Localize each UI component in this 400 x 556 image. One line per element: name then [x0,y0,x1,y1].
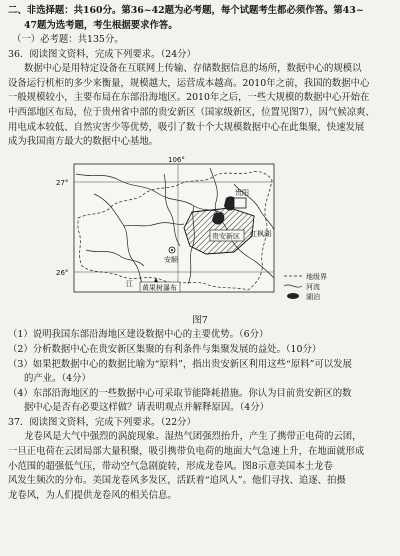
section-header-line1: 二、非选择题：共160分。第36~42题为必考题，每个试题考生都必须作答。第43~ [8,5,364,16]
q36-para-line: 数据中心是用特定设备在互联网上传输、存储数据信息的场所，数据中心的规模以 [24,63,362,75]
q36-para-line: 设备运行机柜的多少来衡量，规模越大，运营成本越高。2010年之前，我国的数据中心 [8,77,370,89]
legend-river-label: 河流 [306,282,320,291]
anshun-label: 安顺 [164,255,178,264]
q37-para-line: 龙卷风，为人们提供龙卷风的相关信息。 [8,489,177,501]
q36-para-line: 中西部地区布局，位于贵州省中部的贵安新区（国家级新区，位置见图7），因气候凉爽、 [8,107,375,119]
figure-7-caption: 图7 [192,314,208,326]
map-legend [284,272,327,301]
guian-label: 贵安新区 [212,232,240,241]
legend-lake-label: 湖泊 [306,292,320,301]
q36-question: （1）说明我国东部沿海地区建设数据中心的主要优势。（6分） [8,329,269,341]
q36-question-continued: 据中心是否有必要这样做？请表明观点并解释原因。（4分） [24,402,270,414]
section-header-line2: 47题为选考题，考生根据要求作答。 [24,19,178,31]
legend-border-label: 地级界 [306,272,327,281]
q36-para-line: 用电成本较低、自然灾害少等优势，吸引了数十个大规模数据中心在此集聚，快速发展 [8,121,365,133]
q36-question-continued: 的产业。（4分） [24,373,91,385]
guiyang-label: 贵阳 [235,188,249,197]
q37-title: 37．阅读图文资料，完成下列要求。（22分） [8,416,196,428]
legend-lake-symbol [287,293,299,299]
waterfall-label: 黄果树瀑布 [142,283,177,292]
q36-question: （2）分析数据中心在贵安新区集聚的有利条件与集聚发展的益处。（10分） [8,343,322,355]
anshun-city-dot [171,249,173,251]
reservoir-label: 红枫湖 [250,229,271,238]
guiyang-city-marker [234,198,246,208]
q36-para-line: 一般规模较小，主要布局在东部沿海地区。2010年之后，一些大规模的数据中心开始在 [8,92,370,104]
q36-question: （4）东部沿海地区的一些数据中心可采取节能降耗措施。你认为目前贵安新区的数 [8,387,352,399]
figure-7-map [8,154,392,312]
latitude-26-label: 26° [56,268,69,277]
q37-para-line: 小范围的超强低气压，带动空气急剧旋转，形成龙卷风。图8示意美国本土龙卷 [8,460,333,472]
required-header: （一）必考题：共135分。 [12,34,124,46]
q37-para-line: 龙卷风是大气中强烈的涡旋现象。湿热气团强烈抬升，产生了携带正电荷的云团， [24,431,362,443]
q36-question: （3）如果把数据中心的数据比喻为“原料”，指出贵安新区利用这些“原料”可以发展 [8,358,352,370]
q37-para-line: 风发生频次的分布。美国龙卷风多发区，活跃着“追风人”。他们寻找、追逐、拍摄 [8,475,346,487]
longitude-label: 106° [168,155,185,164]
latitude-27-label: 27° [56,178,69,187]
legend-river-symbol [284,285,302,287]
q36-title: 36．阅读图文资料，完成下列要求。（24分） [8,48,196,60]
q36-para-line: 成为我国南方最大的数据中心基地。 [8,136,159,148]
q37-para-line: 一旦正电荷在云团局部大量积聚，吸引携带负电荷的地面大气急速上升，在地面就形成 [8,445,365,457]
river-label: 江 [126,279,133,288]
map-svg [56,154,354,302]
